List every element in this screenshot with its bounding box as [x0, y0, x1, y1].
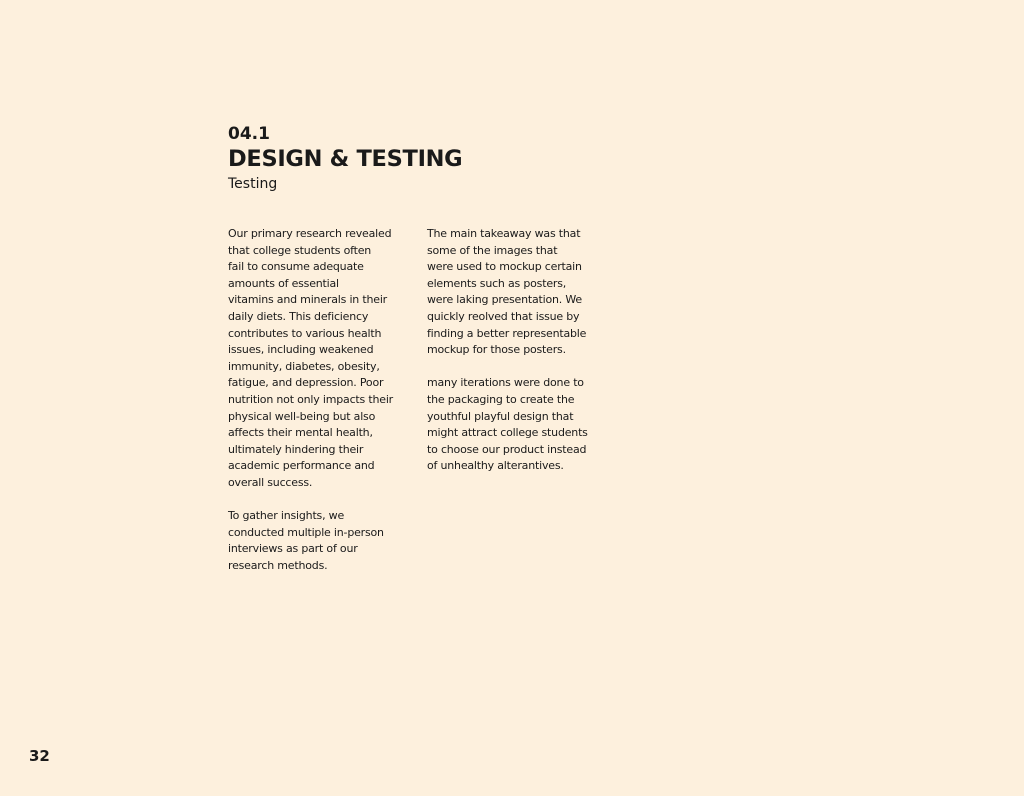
text-line: some of the images that [427, 243, 558, 257]
text-line: fatigue, and depression. Poor [228, 376, 384, 390]
text-line: many iterations were done to [427, 376, 584, 390]
text-line: To gather insights, we [228, 509, 345, 523]
text-line: interviews as part of our [228, 542, 358, 556]
text-line: immunity, diabetes, obesity, [228, 359, 380, 373]
text-line: ultimately hindering their [228, 442, 364, 456]
text-line: of unhealthy alterantives. [427, 459, 564, 473]
text-line: overall success. [228, 475, 313, 489]
text-line: physical well-being but also [228, 409, 376, 423]
text-line: Our primary research revealed [228, 227, 392, 240]
paragraph [228, 226, 408, 492]
paragraph [427, 226, 607, 359]
paragraph [427, 375, 607, 475]
text-line: nutrition not only impacts their [228, 392, 393, 406]
section-number: 04.1 [228, 124, 270, 144]
paragraph [228, 508, 408, 574]
text-line: issues, including weakened [228, 343, 374, 357]
page-title: DESIGN & TESTING [228, 146, 463, 172]
paragraph-gap [427, 359, 607, 376]
right-text-column [427, 226, 607, 475]
text-line: research methods. [228, 558, 328, 572]
text-line: contributes to various health [228, 326, 382, 340]
text-line: the packaging to create the [427, 392, 575, 406]
text-line: academic performance and [228, 459, 375, 473]
text-line: elements such as posters, [427, 276, 567, 290]
text-line: The main takeaway was that [427, 227, 581, 240]
section-header [228, 124, 462, 194]
text-line: conducted multiple in-person [228, 525, 384, 539]
text-line: quickly reolved that issue by [427, 309, 580, 323]
text-line: to choose our product instead [427, 442, 587, 456]
text-line: amounts of essential [228, 276, 339, 290]
page-subtitle: Testing [228, 176, 278, 192]
text-line: were used to mockup certain [427, 260, 582, 274]
text-line: affects their mental health, [228, 426, 373, 440]
text-line: were laking presentation. We [427, 293, 583, 307]
text-line: daily diets. This deficiency [228, 309, 369, 323]
text-line: youthful playful design that [427, 409, 574, 423]
page-number: 32 [29, 747, 50, 765]
text-line: might attract college students [427, 426, 588, 440]
paragraph-gap [228, 492, 408, 509]
text-line: vitamins and minerals in their [228, 293, 387, 307]
text-line: mockup for those posters. [427, 343, 566, 357]
left-text-column [228, 226, 408, 574]
text-line: that college students often [228, 243, 372, 257]
text-line: finding a better representable [427, 326, 587, 340]
text-line: fail to consume adequate [228, 260, 364, 274]
